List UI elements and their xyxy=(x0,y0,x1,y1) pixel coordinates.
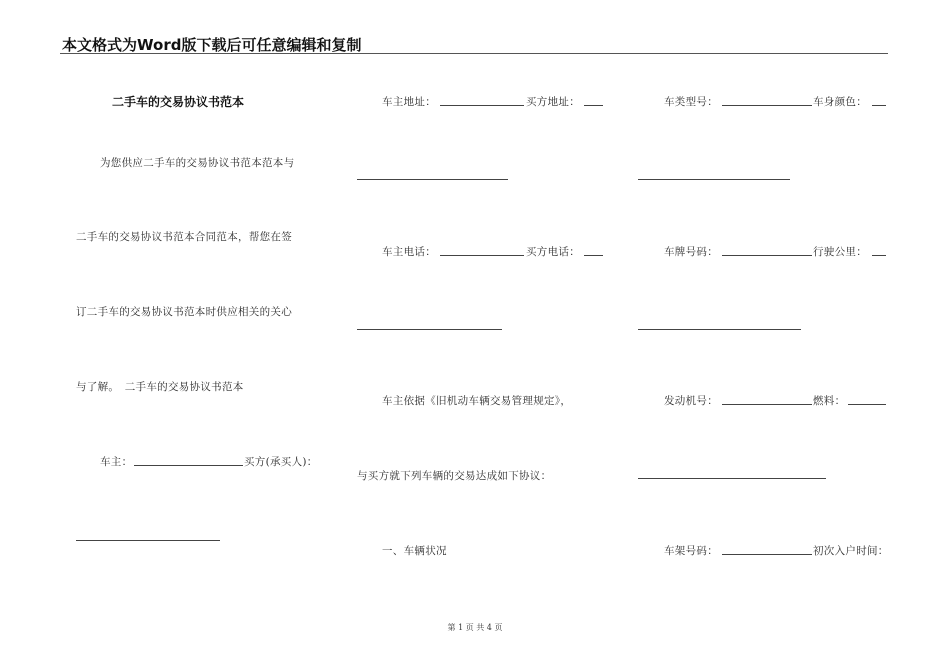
owner-address-blank xyxy=(440,105,524,106)
buyer-phone-blank-a xyxy=(584,255,603,256)
plate-number-label: 车牌号码： xyxy=(664,246,718,258)
buyer-phone-label: 买方电话： xyxy=(526,246,580,258)
intro-line-2: 二手车的交易协议书范本合同范本，帮您在签 xyxy=(76,231,292,243)
header-title: 本文格式为Word版下载后可任意编辑和复制 xyxy=(62,36,362,54)
agreement-line-2: 与买方就下列车辆的交易达成如下协议： xyxy=(357,470,552,482)
document-title: 二手车的交易协议书范本 xyxy=(112,95,245,109)
section-heading-vehicle: 一、车辆状况 xyxy=(382,545,447,557)
body-color-label: 车身颜色： xyxy=(813,96,867,108)
frame-number-label: 车架号码： xyxy=(664,545,718,557)
first-registration-label: 初次入户时间： xyxy=(813,545,889,557)
engine-number-blank xyxy=(722,404,812,405)
intro-line-1: 为您供应二手车的交易协议书范本范本与 xyxy=(100,157,295,169)
buyer-address-blank-a xyxy=(584,105,603,106)
intro-line-4: 与了解。 二手车的交易协议书范本 xyxy=(76,381,244,393)
page-number: 第 1 页 共 4 页 xyxy=(447,623,503,632)
plate-number-blank xyxy=(722,255,812,256)
agreement-line-1: 车主依据《旧机动车辆交易管理规定》， xyxy=(382,395,572,407)
owner-address-label: 车主地址： xyxy=(382,96,436,108)
buyer-address-label: 买方地址： xyxy=(526,96,580,108)
mileage-label: 行驶公里： xyxy=(813,246,867,258)
owner-blank xyxy=(134,465,243,466)
frame-number-blank xyxy=(722,554,812,555)
mileage-blank-a xyxy=(872,255,886,256)
mileage-blank-b xyxy=(638,329,801,330)
intro-line-3: 订二手车的交易协议书范本时供应相关的关心 xyxy=(76,306,292,318)
fuel-blank-a xyxy=(848,404,886,405)
engine-number-label: 发动机号： xyxy=(664,395,718,407)
buyer-phone-blank-b xyxy=(357,329,502,330)
body-color-blank-b xyxy=(638,179,790,180)
buyer-address-blank-b xyxy=(357,179,508,180)
body-color-blank-a xyxy=(872,105,886,106)
owner-phone-blank xyxy=(440,255,524,256)
header-divider xyxy=(60,53,888,54)
buyer-label: 买方(承买人)： xyxy=(244,456,318,468)
owner-label: 车主： xyxy=(100,456,133,468)
fuel-blank-b xyxy=(638,478,826,479)
vehicle-model-label: 车类型号： xyxy=(664,96,718,108)
fuel-label: 燃料： xyxy=(813,395,846,407)
buyer-blank xyxy=(76,540,220,541)
vehicle-model-blank xyxy=(722,105,812,106)
owner-phone-label: 车主电话： xyxy=(382,246,436,258)
